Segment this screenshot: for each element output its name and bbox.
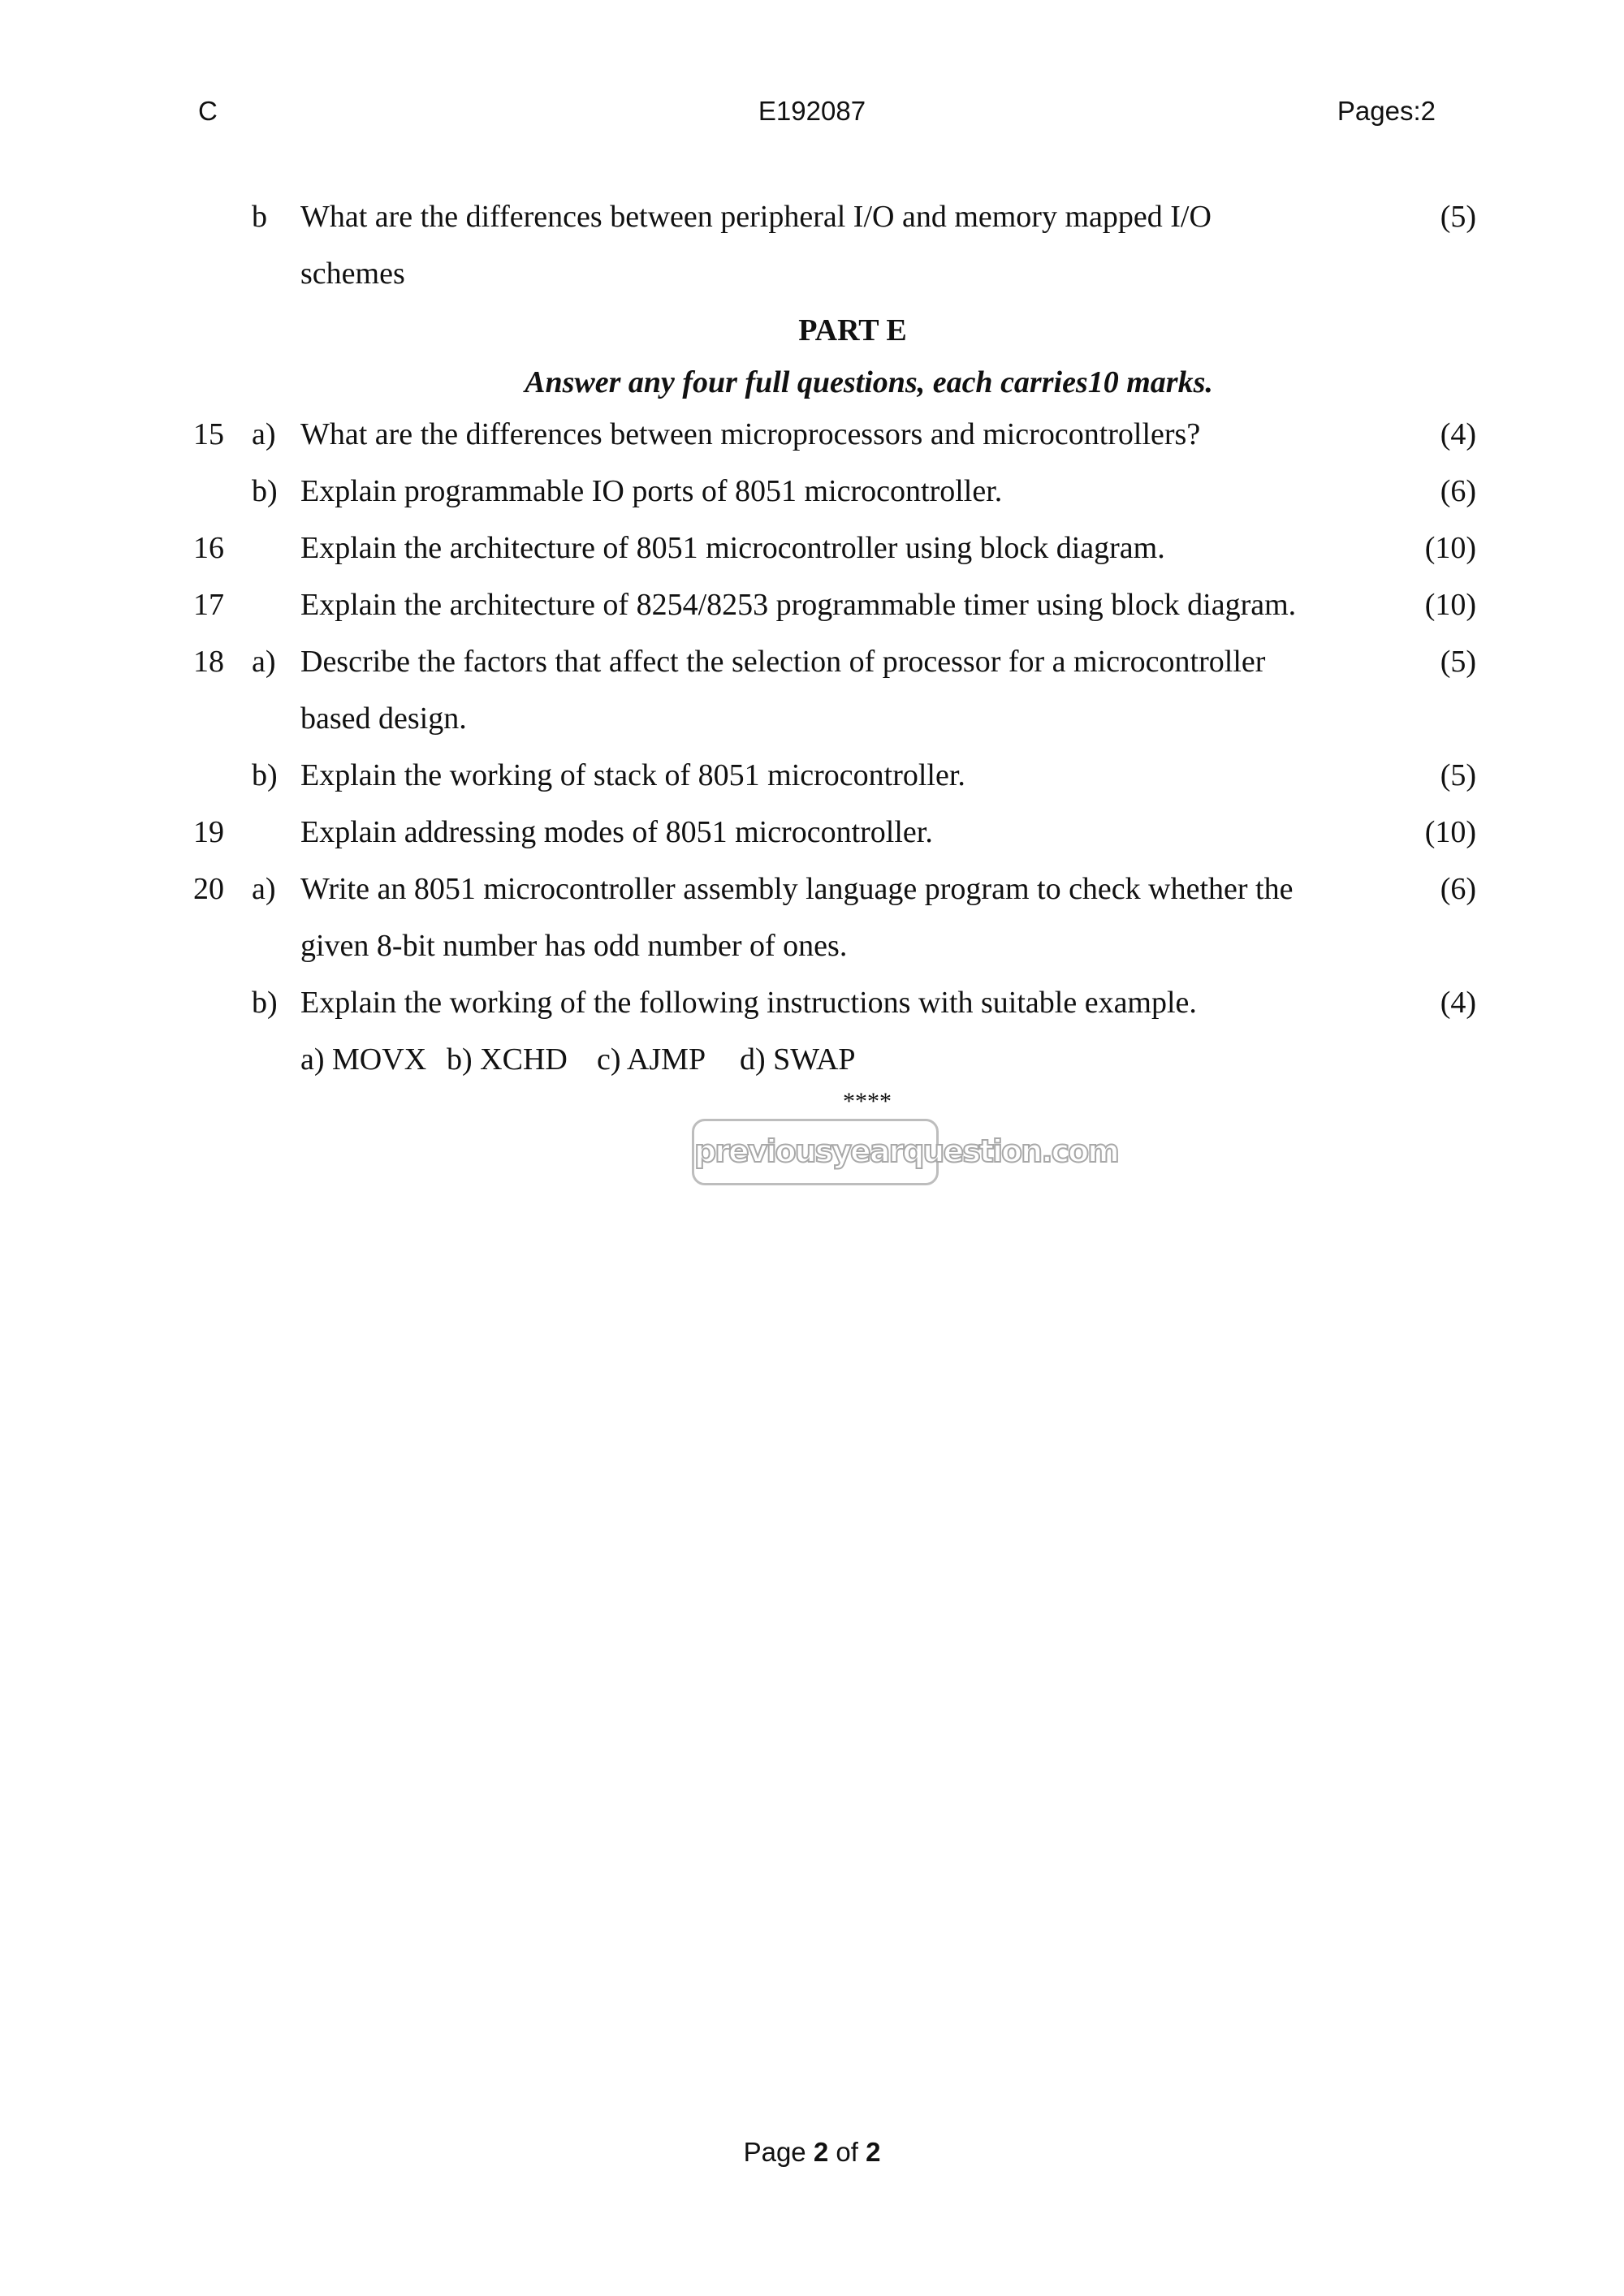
question-subpart: b bbox=[252, 200, 267, 234]
question-number: 18 bbox=[193, 645, 224, 679]
question-marks: (5) bbox=[1440, 200, 1476, 234]
footer-of-word: of bbox=[836, 2137, 858, 2167]
question-row bbox=[187, 188, 1486, 302]
question-text-line: given 8-bit number has odd number of ones. bbox=[300, 929, 848, 963]
question-subpart: a) bbox=[252, 645, 276, 679]
question-row bbox=[187, 463, 1486, 520]
question-row bbox=[187, 861, 1486, 974]
question-text: What are the differences between microprocessors and microcontrollers? bbox=[300, 417, 1201, 451]
question-text-line: based design. bbox=[300, 701, 467, 736]
watermark-logo: previousyearquestion.com bbox=[692, 1119, 939, 1185]
header-exam-code: E192087 bbox=[758, 96, 866, 126]
question-marks: (6) bbox=[1440, 872, 1476, 906]
question-marks: (4) bbox=[1440, 986, 1476, 1020]
question-number: 17 bbox=[193, 588, 224, 622]
option-item: a) MOVX bbox=[300, 1042, 427, 1077]
question-subpart: b) bbox=[252, 474, 278, 508]
question-number: 16 bbox=[193, 531, 224, 565]
question-row bbox=[187, 974, 1486, 1088]
page-header bbox=[0, 96, 1624, 136]
question-text: Explain the architecture of 8254/8253 programmable timer using block diagram. bbox=[300, 588, 1297, 622]
footer-page-word: Page bbox=[743, 2137, 806, 2167]
option-item: c) AJMP bbox=[597, 1042, 706, 1077]
question-text: Explain programmable IO ports of 8051 microcontroller. bbox=[300, 474, 1003, 508]
option-item: b) XCHD bbox=[447, 1042, 568, 1077]
footer-total-pages: 2 bbox=[866, 2137, 881, 2167]
part-instruction: Answer any four full questions, each carries10 marks. bbox=[525, 365, 1213, 399]
question-text: Explain addressing modes of 8051 microcontroller. bbox=[300, 815, 933, 849]
header-page-count: Pages:2 bbox=[1337, 96, 1436, 126]
question-text: Explain the architecture of 8051 microcontroller using block diagram. bbox=[300, 531, 1165, 565]
question-marks: (4) bbox=[1440, 417, 1476, 451]
question-number: 20 bbox=[193, 872, 224, 906]
question-text bbox=[300, 861, 1380, 974]
question-subpart: a) bbox=[252, 417, 276, 451]
question-text-line: Explain the working of the following instructions with suitable example. bbox=[300, 986, 1197, 1020]
option-item: d) SWAP bbox=[740, 1042, 856, 1077]
question-marks: (10) bbox=[1424, 588, 1476, 622]
footer-current-page: 2 bbox=[813, 2137, 829, 2167]
question-text-line: What are the differences between peripheral I/O and memory mapped I/O bbox=[300, 200, 1212, 234]
question-number: 19 bbox=[193, 815, 224, 849]
question-text bbox=[300, 974, 1380, 1088]
end-of-paper-mark: **** bbox=[843, 1088, 892, 1115]
question-marks: (10) bbox=[1424, 531, 1476, 565]
question-marks: (5) bbox=[1440, 645, 1476, 679]
question-subpart: a) bbox=[252, 872, 276, 906]
question-row bbox=[187, 520, 1486, 576]
question-paper-body bbox=[187, 188, 1486, 1088]
question-marks: (6) bbox=[1440, 474, 1476, 508]
question-text-line: Describe the factors that affect the selection of processor for a microcontroller bbox=[300, 645, 1266, 679]
question-row bbox=[187, 406, 1486, 463]
header-series-letter: C bbox=[198, 96, 218, 126]
question-text bbox=[300, 633, 1380, 747]
question-subpart: b) bbox=[252, 986, 278, 1020]
question-row bbox=[187, 633, 1486, 747]
question-row bbox=[187, 576, 1486, 633]
question-number: 15 bbox=[193, 417, 224, 451]
question-text-line: Write an 8051 microcontroller assembly language program to check whether the bbox=[300, 872, 1294, 906]
question-row bbox=[187, 747, 1486, 804]
question-row bbox=[187, 804, 1486, 861]
question-marks: (10) bbox=[1424, 815, 1476, 849]
question-text: Explain the working of stack of 8051 microcontroller. bbox=[300, 758, 965, 792]
part-title: PART E bbox=[798, 313, 907, 347]
page-footer bbox=[0, 2137, 1624, 2168]
question-text-line: schemes bbox=[300, 257, 405, 291]
instruction-options bbox=[300, 1031, 1380, 1088]
question-marks: (5) bbox=[1440, 758, 1476, 792]
question-subpart: b) bbox=[252, 758, 278, 792]
question-text bbox=[300, 188, 1380, 302]
